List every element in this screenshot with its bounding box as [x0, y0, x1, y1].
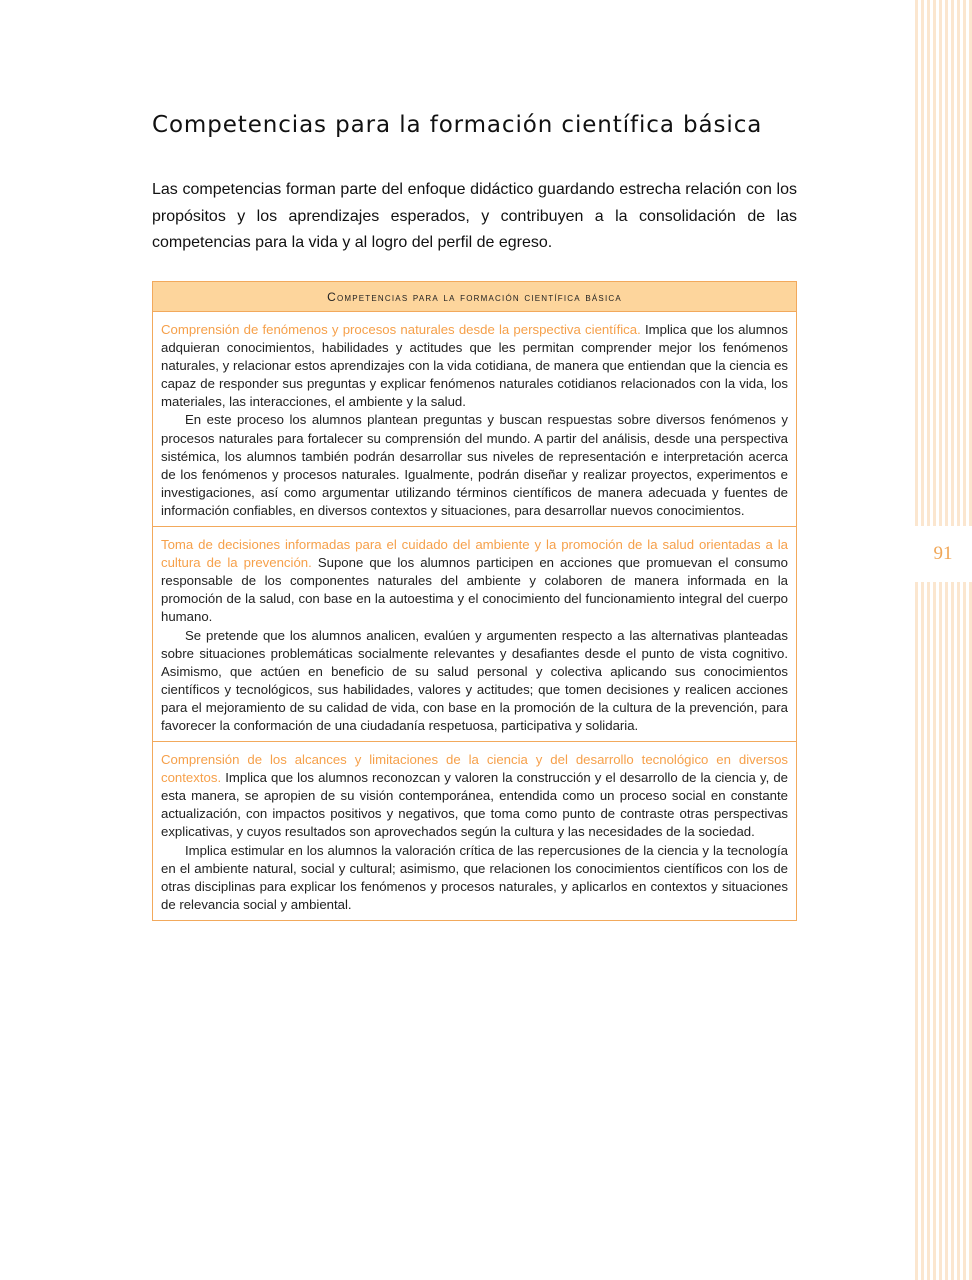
competency-text: Implica que los alumnos reconozcan y valoren la construcción y el desarrollo de la ciencia y, de esta manera, se apropien de su visión contemporánea, entendida como un proceso social en constante actualización, con impactos positivos y negativos, que toma como punto de contraste otras perspectivas explicativas, y cuyos resultados son aprovechados según la cultura y las necesidades de la sociedad.	[161, 770, 788, 840]
competency-paragraph	[161, 321, 788, 411]
competency-text: Supone que los alumnos participen en acciones que promuevan el consumo responsable de los componentes naturales del ambiente y colaboren de manera informada en la promoción de la salud, con base en la autoestima y el conocimiento del funcionamiento integral del cuerpo humano.	[161, 555, 788, 625]
decorative-side-stripes	[912, 0, 972, 1280]
page-number: 91	[933, 543, 953, 564]
competency-row-informed-decisions	[153, 526, 796, 741]
page-title: Competencias para la formación científica básica	[152, 112, 763, 138]
competency-title: Toma de decisiones informadas para el cuidado del ambiente y la promoción de la salud orientadas a la cultura de la prevención.	[161, 537, 788, 571]
competency-paragraph: Se pretende que los alumnos analicen, evalúen y argumenten respecto a las alternativas planteadas sobre situaciones problemáticas socialmente relevantes y desafiantes desde el punto de vista cognitivo. Asimismo, que actúen en beneficio de su salud personal y colectiva aplicando sus conocimientos científicos y tecnológicos, sus habilidades, valores y actitudes; que tomen decisiones y realicen acciones para el mejoramiento de su calidad de vida, con base en la promoción de la cultura de la prevención, para favorecer la conformación de una ciudadanía respetuosa, participativa y solidaria.	[161, 627, 788, 733]
competency-title: Comprensión de los alcances y limitaciones de la ciencia y del desarrollo tecnológico en diversos contextos.	[161, 752, 788, 786]
competencies-table	[152, 281, 797, 921]
competency-paragraph: Implica estimular en los alumnos la valoración crítica de las repercusiones de la ciencia y la tecnología en el ambiente natural, social y cultural; asimismo, que relacionen los conocimientos científicos con los de otras disciplinas para explicar los fenómenos y procesos naturales, y aplicarlos en contextos y situaciones de relevancia social y ambiental.	[161, 842, 788, 912]
competency-title: Comprensión de fenómenos y procesos naturales desde la perspectiva científica.	[161, 322, 641, 337]
competency-paragraph	[161, 536, 788, 626]
competency-row-natural-phenomena	[153, 312, 796, 526]
competency-paragraph	[161, 751, 788, 841]
competency-row-science-limits	[153, 741, 796, 920]
table-header: Competencias para la formación científica básica	[153, 282, 796, 312]
intro-paragraph: Las competencias forman parte del enfoque didáctico guardando estrecha relación con los propósitos y los aprendizajes esperados, y contribuyen a la consolidación de las competencias para la vida y al logro del perfil de egreso.	[152, 181, 797, 251]
competency-text: Implica que los alumnos adquieran conocimientos, habilidades y actitudes que les permitan comprender mejor los fenómenos naturales, y relacionar estos aprendizajes con la vida cotidiana, de manera que entiendan que la ciencia es capaz de responder sus preguntas y explicar fenómenos naturales cotidianos relacionados con la vida, los materiales, las interacciones, el ambiente y la salud.	[161, 322, 789, 410]
competency-paragraph: En este proceso los alumnos plantean preguntas y buscan respuestas sobre diversos fenómenos y procesos naturales para fortalecer su comprensión del mundo. A partir del análisis, desde una perspectiva sistémica, los alumnos también podrán desarrollar sus niveles de representación e interpretación acerca de los fenómenos y procesos naturales. Igualmente, podrán diseñar y realizar proyectos, experimentos e investigaciones, así como argumentar utilizando términos científicos de manera adecuada y fuentes de información confiables, en diversos contextos y situaciones, para desarrollar nuevos conocimientos.	[161, 412, 788, 518]
